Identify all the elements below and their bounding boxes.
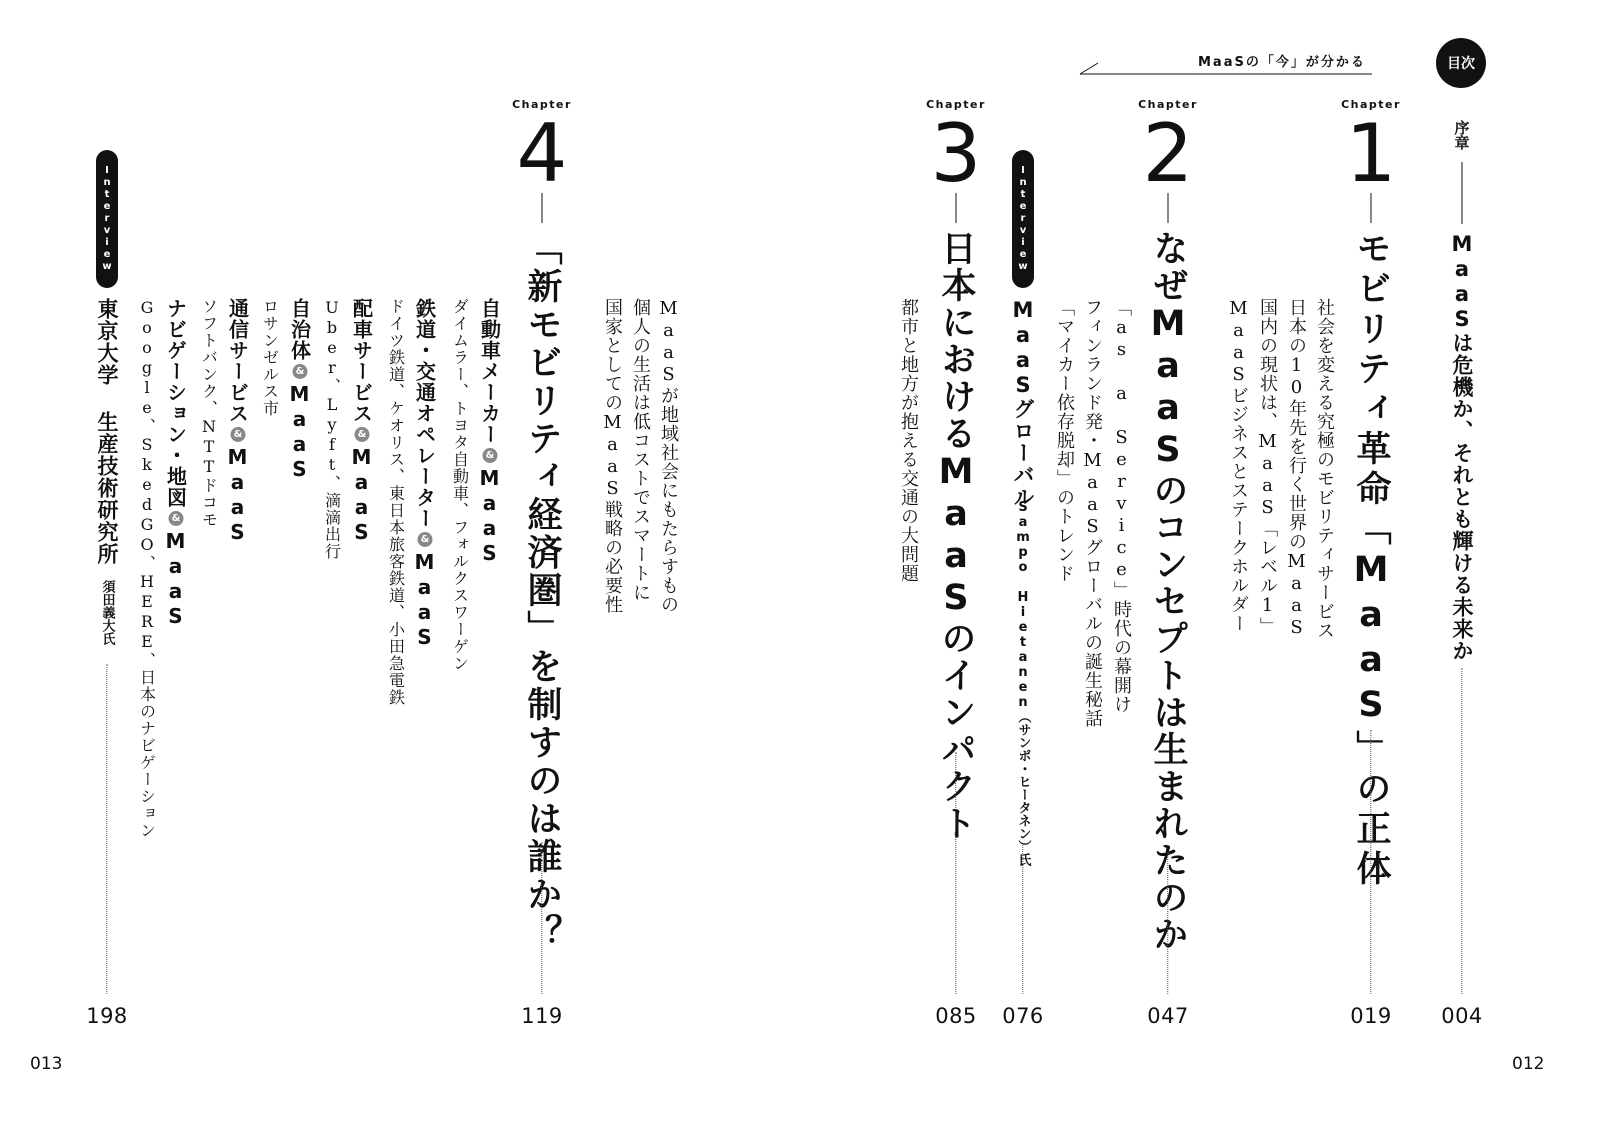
chapter1-item: 国内の現状は、MaaS「レベル1」 xyxy=(1257,298,1278,636)
chapter4-section-heading xyxy=(162,298,191,629)
interview1-person: Sampo Hietanen（サンポ・ヒータネン）氏 xyxy=(1015,500,1031,866)
chapter2-number: 2 xyxy=(1142,107,1194,200)
chapter3-number: 3 xyxy=(930,107,982,200)
interview2-leader xyxy=(106,664,107,994)
chapter1-title: モビリティ革命「MaaS」の正体 xyxy=(1351,230,1391,890)
chapter4-section-heading xyxy=(411,298,440,650)
chapter2-item: フィンランド発・MaaSグローバルの誕生秘話 xyxy=(1082,298,1103,728)
folio-right: 012 xyxy=(1512,1054,1545,1074)
chapter4-item: 個人の生活は低コストでスマートに xyxy=(630,298,651,602)
section-heading-b: MaaS xyxy=(287,382,312,482)
chapter1-label: Chapter xyxy=(1341,98,1401,111)
chapter4-section-heading xyxy=(286,298,315,482)
chapter1-leader xyxy=(1370,730,1371,994)
chapter4-title: 「新モビリティ経済圏」を制すのは誰か？ xyxy=(522,230,562,952)
ampersand-icon: & xyxy=(484,449,496,462)
chapter4-rule xyxy=(542,193,543,223)
chapter1-item: 日本の10年先を行く世界のMaaS xyxy=(1286,298,1307,639)
interview1-title: MaaSグローバル xyxy=(1011,298,1035,508)
interview1-leader xyxy=(1022,845,1023,994)
chapter3-title: 日本におけるMaaSのインパクト xyxy=(936,230,976,842)
chapter2-page: 047 xyxy=(1147,1004,1189,1028)
chapter4-leader xyxy=(541,842,542,994)
interview2-page: 198 xyxy=(86,1004,128,1028)
folio-left: 013 xyxy=(30,1054,63,1074)
chapter1-item: MaaSビジネスとステークホルダー xyxy=(1228,298,1249,633)
section-heading-b: MaaS xyxy=(412,550,437,650)
section-heading-a: 自治体 xyxy=(287,298,312,361)
chapter4-section-sub: Google、SkedGO、HERE、日本のナビゲーション xyxy=(137,298,157,839)
chapter4-page: 119 xyxy=(521,1004,563,1028)
chapter1-rule xyxy=(1371,193,1372,223)
interview1-tag xyxy=(1012,150,1034,288)
chapter1-number: 1 xyxy=(1345,107,1397,200)
ampersand-icon: & xyxy=(170,512,182,525)
ampersand-icon: & xyxy=(419,533,431,546)
chapter1-item: 社会を変える究極のモビリティサービス xyxy=(1314,298,1335,640)
ampersand-icon: & xyxy=(356,428,368,441)
section-heading-a: 鉄道・交通オペレーター xyxy=(412,298,437,529)
chapter4-item: MaaSが地域社会にもたらすもの xyxy=(658,298,679,614)
chapter4-item: 国家としてのMaaS戦略の必要性 xyxy=(602,298,623,614)
chapter4-section-heading xyxy=(224,298,253,545)
prologue-rule xyxy=(1462,162,1463,224)
chapter2-label: Chapter xyxy=(1138,98,1198,111)
chapter3-label: Chapter xyxy=(926,98,986,111)
chapter2-rule xyxy=(1168,193,1169,223)
section-heading-a: 自動車メーカー xyxy=(477,298,502,445)
chapter4-section-sub: ダイムラー、トヨタ自動車、フォルクスワーゲン xyxy=(450,298,470,672)
section-heading-a: 通信サービス xyxy=(225,298,250,424)
chapter1-page: 019 xyxy=(1350,1004,1392,1028)
ampersand-icon: & xyxy=(232,428,244,441)
section-heading-a: ナビゲーション・地図 xyxy=(163,298,188,508)
section-heading-b: MaaS xyxy=(349,445,374,545)
section-heading-a: 配車サービス xyxy=(349,298,374,424)
chapter2-title: なぜMaaSのコンセプトは生まれたのか xyxy=(1148,230,1188,953)
chapter2-item: 「マイカー依存脱却」のトレンド xyxy=(1054,298,1075,583)
contents-badge xyxy=(1436,38,1486,88)
section-heading-b: MaaS xyxy=(163,529,188,629)
section-heading-b: MaaS xyxy=(225,445,250,545)
ampersand-icon: & xyxy=(294,365,306,378)
chapter2-item: 「as a Service」時代の幕開け xyxy=(1111,298,1132,714)
chapter4-number: 4 xyxy=(516,107,568,200)
prologue-label: 序章 xyxy=(1452,120,1471,150)
interview2-title: 東京大学 生産技術研究所 xyxy=(95,298,119,565)
interview2-person: 須田義大氏 xyxy=(99,580,115,645)
chapter3-leader xyxy=(955,752,956,994)
chapter4-label: Chapter xyxy=(512,98,572,111)
chapter2-leader xyxy=(1167,852,1168,994)
interview2-tag-label: Interview xyxy=(101,165,113,273)
chapter4-section-sub: ロサンゼルス市 xyxy=(260,298,280,417)
prologue-page: 004 xyxy=(1441,1004,1483,1028)
interview1-page: 076 xyxy=(1002,1004,1044,1028)
prologue-title: MaaSは危機か、それとも輝ける未来か xyxy=(1450,232,1474,662)
chapter4-section-sub: ソフトバンク、NTTドコモ xyxy=(199,298,219,528)
chapter4-section-heading xyxy=(348,298,377,545)
contents-badge-label: 目次 xyxy=(1447,56,1475,72)
prologue-leader xyxy=(1461,668,1462,994)
running-title: MaaSの「今」が分かる xyxy=(1198,55,1366,70)
chapter4-section-sub: ドイツ鉄道、ケオリス、東日本旅客鉄道、小田急電鉄 xyxy=(386,298,406,706)
chapter4-section-heading xyxy=(476,298,505,566)
section-heading-b: MaaS xyxy=(477,466,502,566)
chapter3-item: 都市と地方が抱える交通の大問題 xyxy=(898,298,919,583)
chapter3-rule xyxy=(956,193,957,223)
interview1-tag-label: Interview xyxy=(1017,165,1029,273)
interview2-tag xyxy=(96,150,118,288)
chapter3-page: 085 xyxy=(935,1004,977,1028)
chapter4-section-sub: Uber、Lyft、滴滴出行 xyxy=(322,298,342,560)
